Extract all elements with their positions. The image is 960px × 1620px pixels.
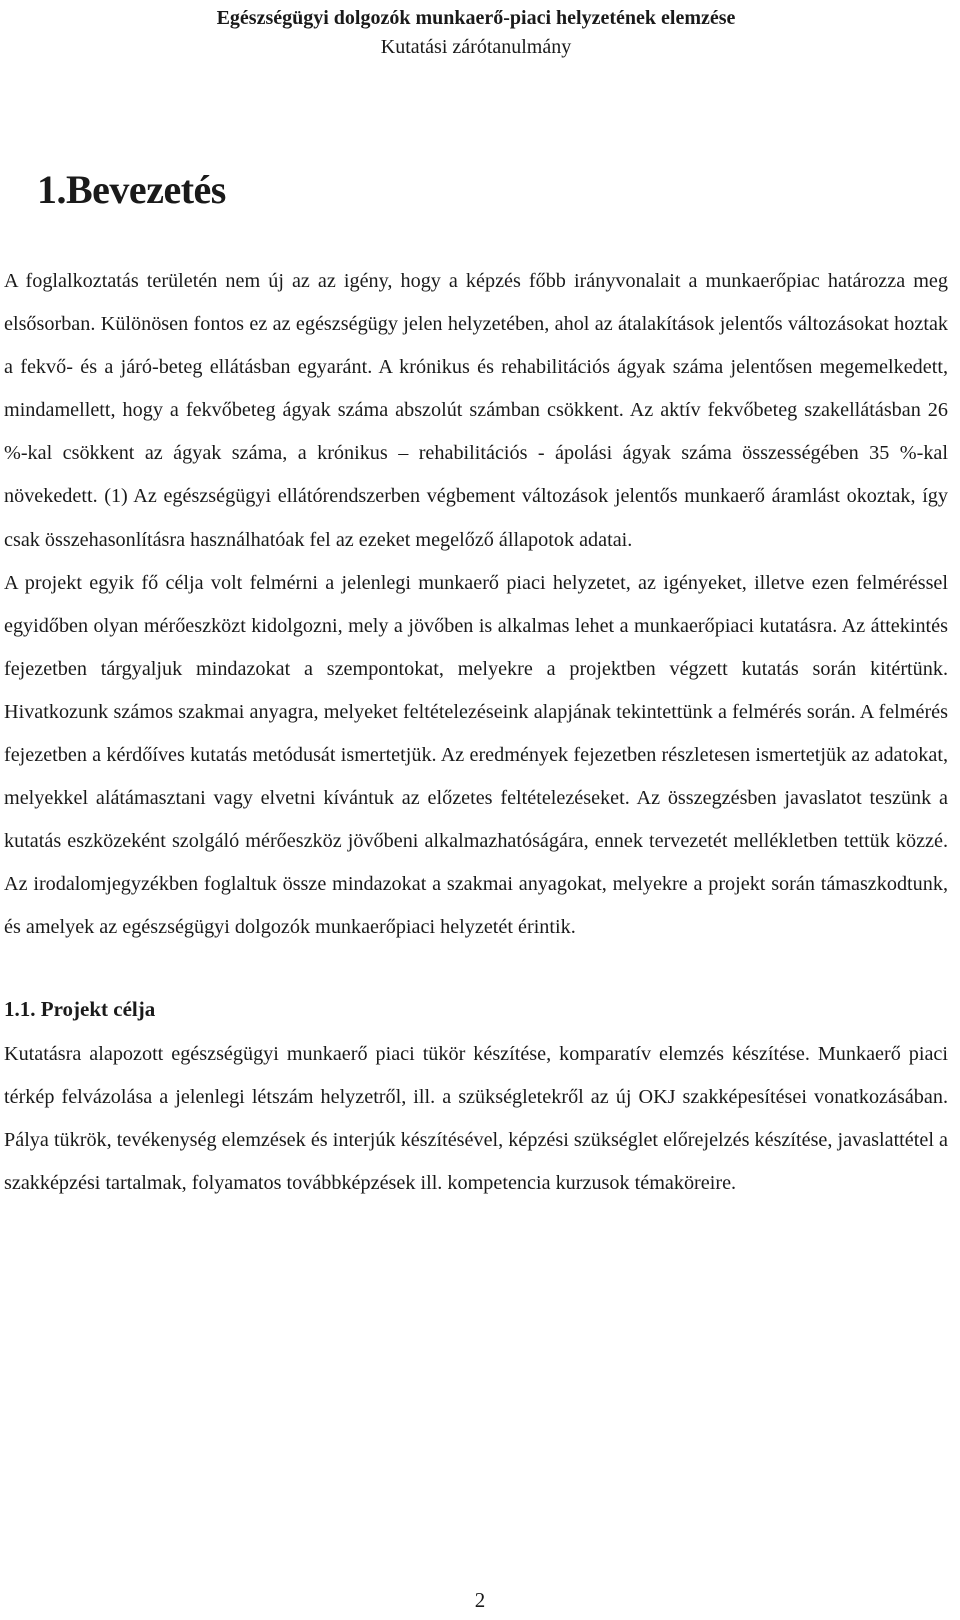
document-subtitle: Kutatási zárótanulmány [380, 36, 572, 58]
body-paragraph: A foglalkoztatás területén nem új az az igény, hogy a képzés főbb irányvonalait a munkaerőpiac határozza meg elsősorban. Különösen fontos ez az egészségügy jelen helyzetében, ahol az átalakítások jelentős változásokat hoztak a fekvő- és a járó-beteg ellátásban egyaránt. A krónikus és rehabilitációs ágyak száma jelentősen megemelkedett, mindamellett, hogy a fekvőbeteg ágyak száma abszolút számban csökkent. Az aktív fekvőbeteg szakellátásban 26 %-kal csökkent az ágyak száma, a krónikus – rehabilitációs - ápolási ágyak száma összességében 35 %-kal növekedett. (1) Az egészségügyi ellátórendszerben végbement változások jelentős munkaerő áramlást okoztak, így csak összehasonlításra használhatóak fel az ezeket megelőző állapotok adatai. [4, 270, 948, 551]
chapter-body [4, 260, 948, 950]
section-heading: 1.1. Projekt célja [4, 996, 156, 1021]
section-paragraph: Kutatásra alapozott egészségügyi munkaerő piaci tükör készítése, komparatív elemzés készítése. Munkaerő piaci térkép felvázolása a jelenlegi létszám helyzetről, ill. a szükségletekről az új OKJ szakképesítései vonatkozásában. Pálya tükrök, tevékenység elemzések és interjúk készítésével, képzési szükséglet előrejelzés készítése, javaslattétel a szakképzési tartalmak, folyamatos továbbképzések ill. kompetencia kurzusok témaköreire. [4, 1042, 948, 1194]
chapter-heading [37, 165, 948, 215]
document-title: Egészségügyi dolgozók munkaerő-piaci helyzetének elemzése [216, 7, 736, 29]
chapter-number: 1. [37, 167, 66, 212]
chapter-title: Bevezetés [66, 167, 226, 212]
running-header [4, 4, 948, 62]
page-number: 2 [474, 1588, 486, 1612]
section-body [4, 1033, 948, 1205]
body-paragraph: A projekt egyik fő célja volt felmérni a jelenlegi munkaerő piaci helyzetet, az igényeket, illetve ezen felméréssel egyidőben olyan mérőeszközt kidolgozni, mely a jövőben is alkalmas lehet a munkaerőpiaci kutatásra. Az áttekintés fejezetben tárgyaljuk mindazokat a szempontokat, melyekre a projektben végzett kutatás során kitértünk. Hivatkozunk számos szakmai anyagra, melyeket feltételezéseink alapjának tekintettünk a felmérés során. A felmérés fejezetben a kérdőíves kutatás metódusát ismertetjük. Az eredmények fejezetben részletesen ismertetjük az adatokat, melyekkel alátámasztani vagy elvetni kívántuk az előzetes feltételezéseket. Az összegzésben javaslatot teszünk a kutatás eszközeként szolgáló mérőeszköz jövőbeni alkalmazhatóságára, ennek tervezetét mellékletben tettük közzé. Az irodalomjegyzékben foglaltuk össze mindazokat a szakmai anyagokat, melyekre a projekt során támaszkodtunk, és amelyek az egészségügyi dolgozók munkaerőpiaci helyzetét érintik. [4, 571, 948, 939]
